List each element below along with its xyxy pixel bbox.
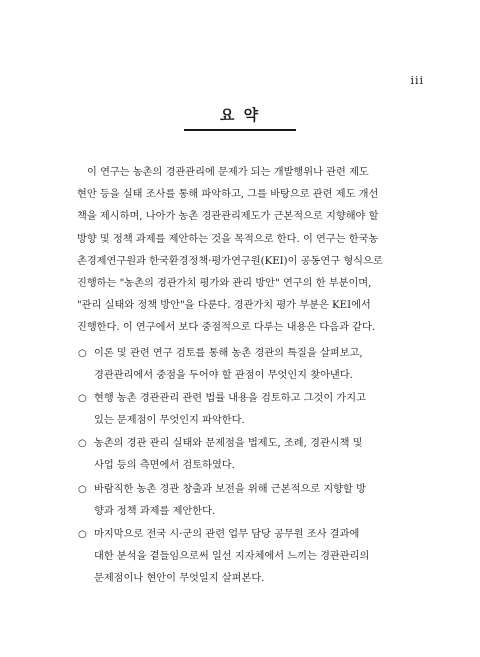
bullet-line: 있는 문제점이 무엇인지 파악한다. xyxy=(94,415,245,427)
circle-bullet-icon: ○ xyxy=(78,393,87,405)
bullet-line: 이론 및 관련 연구 검토를 통해 농촌 경관의 특질을 살펴보고, xyxy=(94,348,363,359)
page-title: 요 약 xyxy=(219,106,261,124)
bullet-line: 바람직한 농촌 경관 창출과 보전을 위해 근본적으로 지향할 방 xyxy=(94,483,366,495)
circle-bullet-icon: ○ xyxy=(78,348,87,359)
bullet-line: 마지막으로 전국 시·군의 관련 업무 담당 공무원 조사 결과에 xyxy=(94,528,360,540)
bullet-item xyxy=(78,479,424,523)
page-number: iii xyxy=(410,74,424,87)
bullet-line: 대한 분석을 곁들임으로써 일선 지자체에서 느끼는 경관관리의 xyxy=(94,550,370,562)
title-underline xyxy=(184,129,296,131)
intro-line: 책을 제시하며, 나아가 농촌 경관관리제도가 근본적으로 지향해야 할 xyxy=(77,211,379,223)
intro-line: 진행한다. 이 연구에서 보다 중점적으로 다루는 내용은 다음과 같다. xyxy=(77,322,376,334)
bullet-item xyxy=(78,343,424,387)
bullet-item xyxy=(78,524,424,590)
intro-line: 촌경제연구원과 한국환경정책·평가연구원(KEI)이 공동연구 형식으로 xyxy=(77,255,383,267)
intro-line: 이 연구는 농촌의 경관관리에 문제가 되는 개발행위나 관련 제도 xyxy=(87,167,369,178)
bullet-item xyxy=(78,388,424,432)
circle-bullet-icon: ○ xyxy=(78,483,87,495)
intro-line: 진행하는 "농촌의 경관가치 평가와 관리 방안" 연구의 한 부분이며, xyxy=(77,278,372,290)
summary-bullet-list xyxy=(78,343,424,591)
intro-line: 방향 및 정책 과제를 제안하는 것을 목적으로 한다. 이 연구는 한국농 xyxy=(77,233,379,245)
circle-bullet-icon: ○ xyxy=(78,528,87,540)
circle-bullet-icon: ○ xyxy=(78,438,87,450)
intro-line: 현안 등을 실태 조사를 통해 파악하고, 그를 바탕으로 관련 제도 개선 xyxy=(77,189,379,201)
bullet-line: 경관관리에서 중점을 두어야 할 관점이 무엇인지 찾아낸다. xyxy=(94,370,353,382)
intro-paragraph xyxy=(66,162,422,340)
bullet-line: 향과 정책 과제를 제안한다. xyxy=(94,505,216,517)
bullet-line: 농촌의 경관 관리 실태와 문제점을 법제도, 조례, 경관시책 및 xyxy=(94,438,363,450)
bullet-line: 현행 농촌 경관관리 관련 법률 내용을 검토하고 그것이 가지고 xyxy=(94,393,366,405)
bullet-line: 사업 등의 측면에서 검토하였다. xyxy=(94,460,235,472)
intro-line: "관리 실태와 정책 방안"을 다룬다. 경관가치 평가 부분은 KEI에서 xyxy=(77,300,371,312)
bullet-line: 문제점이나 현안이 무엇일지 살펴본다. xyxy=(94,572,265,584)
bullet-item xyxy=(78,433,424,477)
